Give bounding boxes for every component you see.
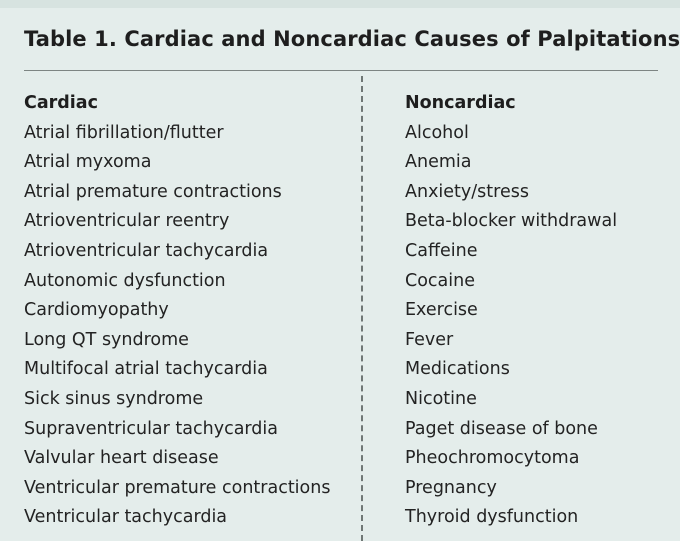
cardiac-item: Sick sinus syndrome	[24, 388, 204, 409]
noncardiac-item: Caffeine	[405, 240, 478, 261]
cardiac-item: Autonomic dysfunction	[24, 270, 226, 291]
cardiac-item: Long QT syndrome	[24, 329, 189, 350]
noncardiac-item: Pregnancy	[405, 477, 497, 498]
cardiac-column	[24, 89, 330, 533]
cardiac-item: Multifocal atrial tachycardia	[24, 359, 268, 380]
noncardiac-item: Thyroid dysfunction	[405, 507, 579, 528]
noncardiac-item: Medications	[405, 359, 510, 380]
cardiac-item: Cardiomyopathy	[24, 300, 169, 321]
noncardiac-item: Anxiety/stress	[405, 181, 529, 202]
cardiac-item: Supraventricular tachycardia	[24, 418, 278, 439]
cardiac-item: Atrioventricular reentry	[24, 211, 230, 232]
noncardiac-item: Beta-blocker withdrawal	[405, 211, 618, 232]
cardiac-item: Ventricular tachycardia	[24, 507, 228, 528]
noncardiac-item: Anemia	[405, 152, 472, 173]
noncardiac-item: Pheochromocytoma	[405, 448, 580, 469]
cardiac-item: Ventricular premature contractions	[24, 477, 331, 498]
noncardiac-item: Alcohol	[405, 122, 469, 143]
noncardiac-item: Fever	[405, 329, 454, 350]
cardiac-item: Atrioventricular tachycardia	[24, 240, 269, 261]
noncardiac-column	[405, 89, 617, 533]
noncardiac-item: Exercise	[405, 300, 478, 321]
title-rule	[24, 70, 658, 71]
noncardiac-item: Nicotine	[405, 388, 477, 409]
noncardiac-item: Paget disease of bone	[405, 418, 598, 439]
top-band	[0, 0, 680, 8]
cardiac-item: Atrial fibrillation/flutter	[24, 122, 224, 143]
table-title: Table 1. Cardiac and Noncardiac Causes of Palpitations	[24, 27, 680, 51]
column-divider	[361, 76, 363, 541]
cardiac-header: Cardiac	[24, 93, 98, 113]
noncardiac-item: Cocaine	[405, 270, 475, 291]
noncardiac-header: Noncardiac	[405, 93, 516, 113]
cardiac-item: Atrial myxoma	[24, 152, 152, 173]
cardiac-item: Valvular heart disease	[24, 448, 219, 469]
cardiac-item: Atrial premature contractions	[24, 181, 282, 202]
